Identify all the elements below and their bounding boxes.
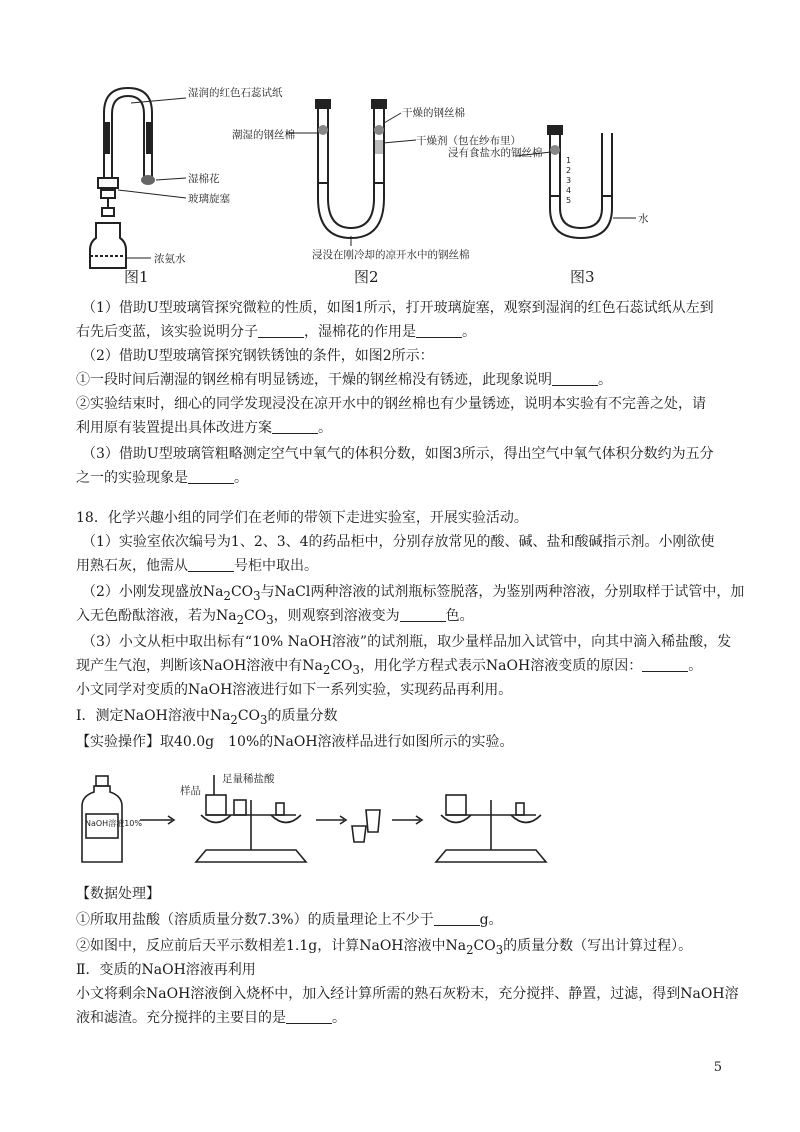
fig3-scale-4: 4 bbox=[566, 186, 572, 195]
q18-p3-line2: 现产生气泡，判断该NaOH溶液中有$Na_2CO_3$，用化学方程式表示NaOH溶液变质的原因： 。 bbox=[76, 658, 703, 677]
fig3-caption: 图3 bbox=[570, 268, 595, 286]
q18-p2-line2: 入无色酚酞溶液，若为$Na_2CO_3$，则观察到溶液变为 色。 bbox=[76, 608, 474, 627]
fig3-scale-2: 2 bbox=[566, 166, 572, 175]
answer-blank[interactable] bbox=[286, 1009, 332, 1024]
q18-section2: Ⅱ．变质的NaOH溶液再利用 bbox=[76, 962, 256, 978]
q17-p1-line1: （1）借助U型玻璃管探究微粒的性质，如图1所示，打开玻璃旋塞，观察到湿润的红色石蕊试纸从左到 bbox=[82, 300, 714, 316]
data-1: ①所取用盐酸（溶质质量分数7.3%）的质量理论上不少于 g。 bbox=[76, 912, 503, 928]
experiment-figure bbox=[76, 770, 676, 866]
final-line1: 小文将剩余NaOH溶液倒入烧杯中，加入经计算所需的熟石灰粉末，充分搅拌、静置，过滤，得到NaOH溶 bbox=[76, 986, 739, 1002]
sample-label: 样品 bbox=[180, 785, 201, 797]
q18-p1-line1: （1）实验室依次编号为1、2、3、4的药品柜中，分别存放常见的酸、碱、盐和酸碱指示剂。小刚欲使 bbox=[82, 534, 715, 550]
fig2-caption: 图2 bbox=[354, 268, 379, 286]
fig2-label-desiccant: 干燥剂（包在纱布里） bbox=[416, 135, 521, 147]
fig3-label-water: 水 bbox=[638, 213, 649, 225]
q17-p2-2-line1: ②实验结束时，细心的同学发现浸没在凉开水中的钢丝棉也有少量锈迹，说明本实验有不完善之处，请 bbox=[76, 396, 706, 412]
data-title: 【数据处理】 bbox=[76, 886, 160, 902]
answer-blank[interactable] bbox=[188, 557, 234, 572]
q17-p3-line1: （3）借助U型玻璃管粗略测定空气中氧气的体积分数，如图3所示，得出空气中氧气体积分数约为五分 bbox=[82, 446, 714, 462]
fig3-scale-1: 1 bbox=[566, 156, 572, 165]
fig1-label-ammonia: 浓氨水 bbox=[154, 253, 186, 265]
u-tube-figures bbox=[76, 78, 726, 290]
final-line2: 液和滤渣。充分搅拌的主要目的是 。 bbox=[76, 1010, 346, 1026]
experiment-drawing bbox=[76, 770, 676, 866]
fig2-label-dry: 干燥的钢丝棉 bbox=[402, 107, 465, 119]
fig3-label-salt: 浸有食盐水的钢丝棉 bbox=[448, 147, 543, 159]
answer-blank[interactable] bbox=[258, 323, 304, 338]
fig1-label-litmus: 湿润的红色石蕊试纸 bbox=[188, 87, 283, 99]
figures-row bbox=[76, 78, 726, 290]
q17-p2: （2）借助U型玻璃管探究钢铁锈蚀的条件，如图2所示： bbox=[82, 348, 434, 364]
figure-3-apparatus bbox=[516, 126, 636, 238]
q17-p1-line2: 右先后变蓝，该实验说明分子 ，湿棉花的作用是 。 bbox=[76, 324, 476, 340]
data-2: ②如图中，反应前后天平示数相差1.1g，计算NaOH溶液中$Na_2CO_3$的质量分数（写出计算过程）。 bbox=[76, 938, 693, 957]
answer-blank[interactable] bbox=[272, 419, 318, 434]
page-number: 5 bbox=[713, 1060, 722, 1075]
q18-p2-line1: （2）小刚发现盛放$Na_2CO_3$与NaCl两种溶液的试剂瓶标签脱落，为鉴别两种溶液，分别取样于试管中，加 bbox=[82, 584, 745, 603]
answer-blank[interactable] bbox=[434, 911, 480, 926]
figure-1-apparatus bbox=[90, 88, 186, 268]
answer-blank[interactable] bbox=[188, 469, 234, 484]
fig1-label-stopcock: 玻璃旋塞 bbox=[188, 193, 230, 205]
q18-intro: 18．化学兴趣小组的同学们在老师的带领下走进实验室，开展实验活动。 bbox=[76, 510, 528, 526]
q17-p3-line2: 之一的实验现象是 。 bbox=[76, 470, 248, 486]
fig2-label-wet: 潮湿的钢丝棉 bbox=[232, 129, 295, 141]
fig1-label-cotton: 湿棉花 bbox=[188, 173, 220, 185]
bottle-label: NaOH溶液10% bbox=[85, 819, 142, 828]
answer-blank[interactable] bbox=[552, 371, 598, 386]
q17-p2-1: ①一段时间后潮湿的钢丝棉有明显锈迹，干燥的钢丝棉没有锈迹，此现象说明 。 bbox=[76, 372, 612, 388]
answer-blank[interactable] bbox=[642, 657, 688, 672]
fig3-scale-5: 5 bbox=[566, 196, 572, 205]
answer-blank[interactable] bbox=[400, 607, 446, 622]
q18-section1: Ⅰ．测定NaOH溶液中$Na_2CO_3$的质量分数 bbox=[76, 708, 338, 727]
q18-p4: 小文同学对变质的NaOH溶液进行如下一系列实验，实现药品再利用。 bbox=[76, 682, 513, 698]
answer-blank[interactable] bbox=[416, 323, 462, 338]
fig2-label-boiled: 浸没在刚冷却的凉开水中的钢丝棉 bbox=[312, 249, 470, 261]
fig1-caption: 图1 bbox=[124, 268, 149, 286]
figure-2-apparatus bbox=[286, 100, 416, 246]
q17-p2-2-line2: 利用原有装置提出具体改进方案 。 bbox=[76, 420, 332, 436]
q18-operation: 【实验操作】取40.0g 10%的NaOH溶液样品进行如图所示的实验。 bbox=[76, 734, 514, 750]
fig3-scale-3: 3 bbox=[566, 176, 572, 185]
q18-p1-line2: 用熟石灰，他需从 号柜中取出。 bbox=[76, 558, 318, 574]
q18-p3-line1: （3）小文从柜中取出标有“10% NaOH溶液”的试剂瓶，取少量样品加入试管中，向其中滴入稀盐酸，发 bbox=[82, 634, 732, 650]
acid-label: 足量稀盐酸 bbox=[222, 773, 275, 785]
